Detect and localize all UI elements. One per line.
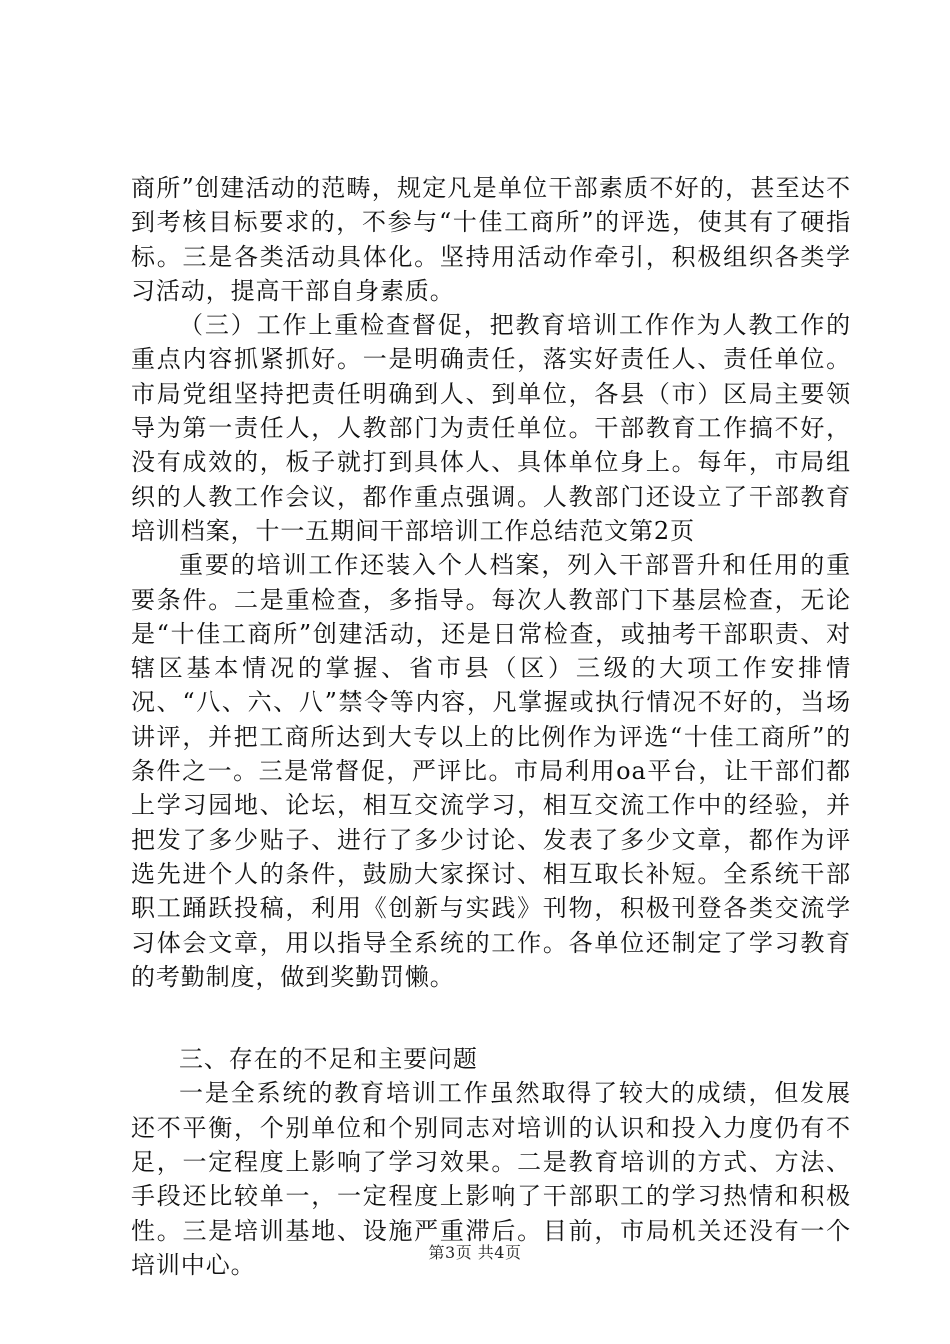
paragraph-1: 商所”创建活动的范畴，规定凡是单位干部素质不好的，甚至达不到考核目标要求的，不参与“十佳工商所”的评选，使其有了硬指标。三是各类活动具体化。坚持用活动作牵引，积极组织各类学习活动，提高干部自身素质。 <box>131 174 851 305</box>
page-footer: 第3页 共4页 <box>428 1243 522 1262</box>
paragraph-3: 重要的培训工作还装入个人档案，列入干部晋升和任用的重要条件。二是重检查，多指导。每次人教部门下基层检查，无论是“十佳工商所”创建活动，还是日常检查，或抽考干部职责、对辖区基本情况的掌握、省市县（区）三级的大项工作安排情况、“八、六、八”禁令等内容，凡掌握或执行情况不好的，当场讲评，并把工商所达到大专以上的比例作为评选“十佳工商所”的条件之一。三是常督促，严评比。市局利用oa平台，让干部们都上学习园地、论坛，相互交流学习，相互交流工作中的经验，并把发了多少贴子、进行了多少讨论、发表了多少文章，都作为评选先进个人的条件，鼓励大家探讨、相互取长补短。全系统干部职工踊跃投稿，利用《创新与实践》刊物，积极刊登各类交流学习体会文章，用以指导全系统的工作。各单位还制定了学习教育的考勤制度，做到奖勤罚懒。 <box>131 551 851 991</box>
document-body <box>131 171 851 1282</box>
paragraph-2: （三）工作上重检查督促，把教育培训工作作为人教工作的重点内容抓紧抓好。一是明确责任，落实好责任人、责任单位。市局党组坚持把责任明确到人、到单位，各县（市）区局主要领导为第一责任人，人教部门为责任单位。干部教育工作搞不好，没有成效的，板子就打到具体人、具体单位身上。每年，市局组织的人教工作会议，都作重点强调。人教部门还设立了干部教育培训档案，十一五期间干部培训工作总结范文第2页 <box>131 311 851 545</box>
paragraph-spacer <box>131 994 851 1042</box>
paragraph-4: 一是全系统的教育培训工作虽然取得了较大的成绩，但发展还不平衡，个别单位和个别同志对培训的认识和投入力度仍有不足，一定程度上影响了学习效果。二是教育培训的方式、方法、手段还比较单一，一定程度上影响了干部职工的学习热情和积极性。三是培训基地、设施严重滞后。目前，市局机关还没有一个培训中心。 <box>131 1079 851 1279</box>
section-heading: 三、存在的不足和主要问题 <box>179 1045 478 1074</box>
